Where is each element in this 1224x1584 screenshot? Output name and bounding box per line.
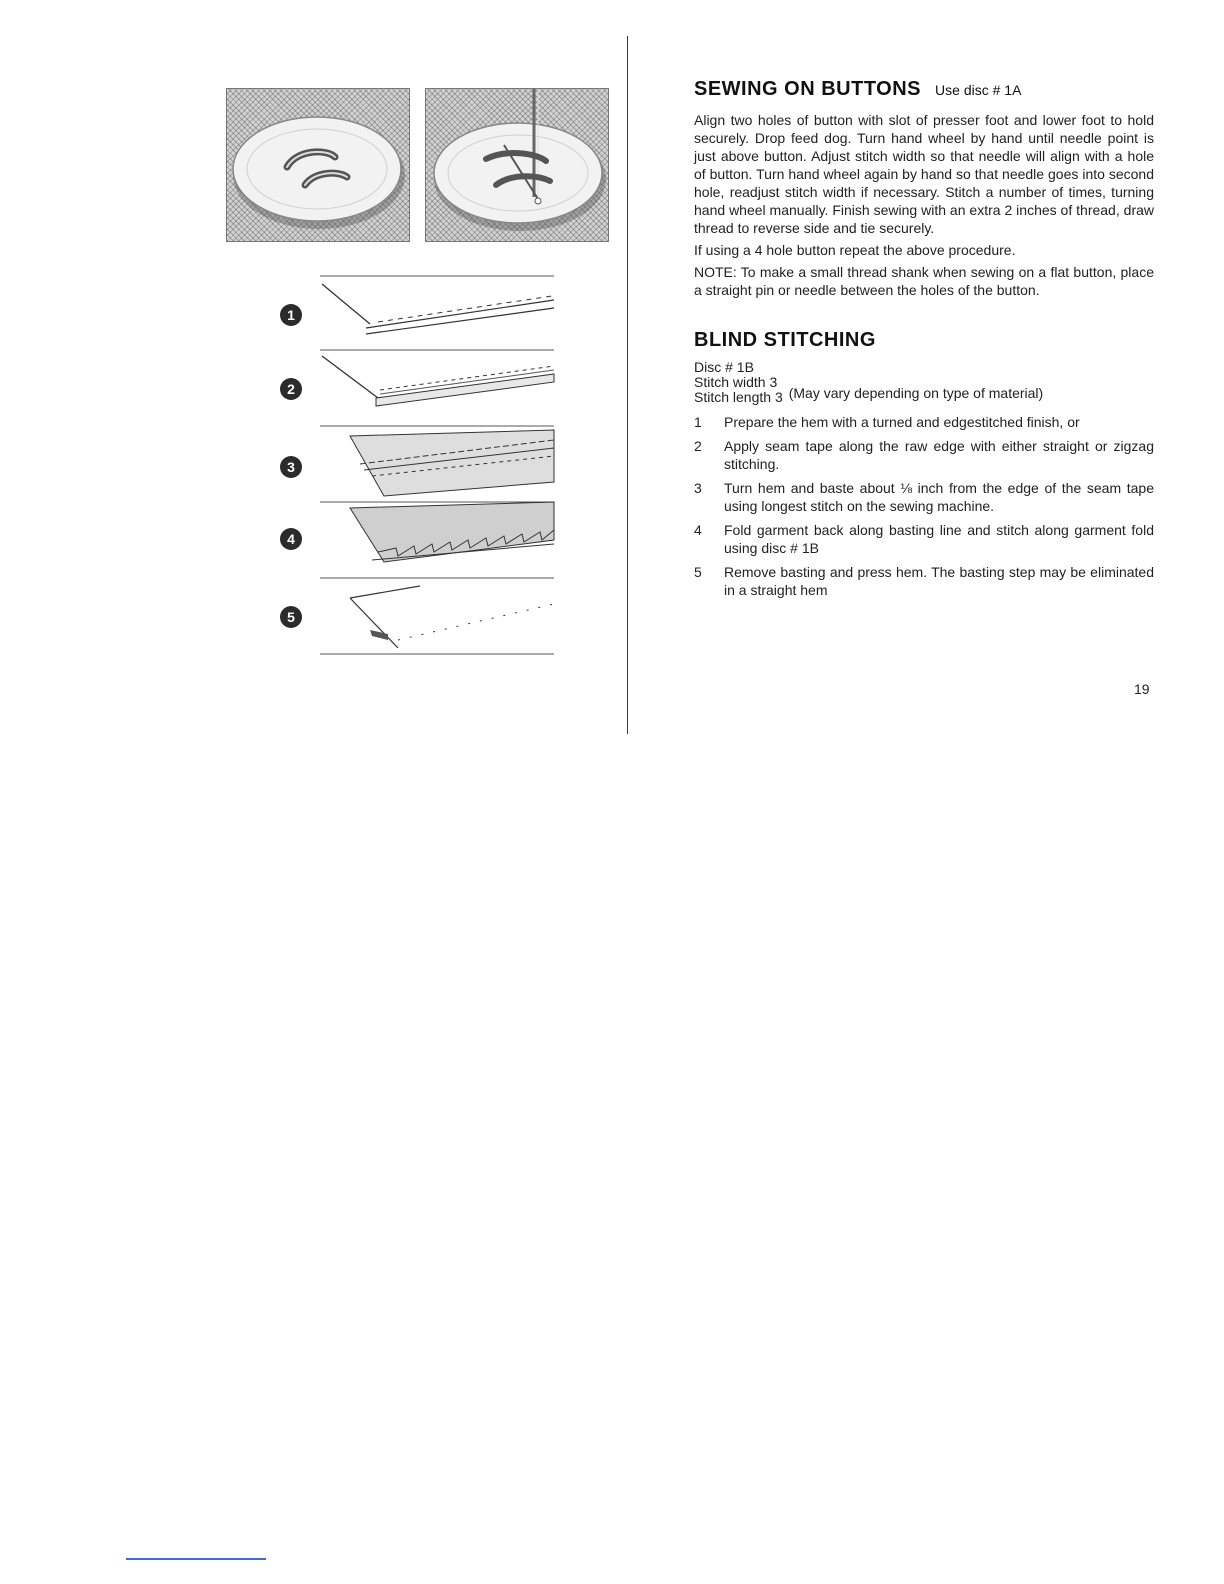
list-item: 2 Apply seam tape along the raw edge with either straight or zigzag stitching. bbox=[694, 438, 1154, 472]
hem-diagram-1 bbox=[280, 274, 560, 344]
disc-setting: Disc # 1B bbox=[694, 359, 754, 375]
blind-stitching-title: BLIND STITCHING bbox=[694, 329, 876, 351]
list-item: 1 Prepare the hem with a turned and edgestitched finish, or bbox=[694, 414, 1080, 430]
stitch-width-setting: Stitch width 3 bbox=[694, 374, 778, 390]
list-item: 3 Turn hem and baste about ⅛ inch from the edge of the seam tape using longest stitch on the sewing machine. bbox=[694, 480, 1154, 514]
sewing-buttons-heading bbox=[694, 78, 1154, 101]
hem-diagram-2 bbox=[280, 348, 560, 418]
button-photo-right bbox=[425, 88, 609, 242]
sewing-buttons-note: NOTE: To make a small thread shank when sewing on a flat button, place a straight pin or needle between the holes of the button. bbox=[694, 264, 1154, 298]
hem-label-5: 5 bbox=[280, 606, 302, 628]
list-item: 4 Fold garment back along basting line and stitch along garment fold using disc # 1B bbox=[694, 522, 1154, 556]
blind-stitching-section bbox=[694, 329, 1154, 599]
sewing-buttons-section bbox=[694, 78, 1154, 299]
list-item: 5 Remove basting and press hem. The basting step may be eliminated in a straight hem bbox=[694, 564, 1154, 598]
hem-diagram-5 bbox=[280, 576, 560, 658]
button-photo-left bbox=[226, 88, 410, 242]
hem-diagram-3 bbox=[280, 424, 560, 498]
hem-label-4: 4 bbox=[280, 528, 302, 550]
column-divider bbox=[627, 36, 628, 734]
hem-label-3: 3 bbox=[280, 456, 302, 478]
page-number: 19 bbox=[1134, 681, 1150, 697]
stitch-settings bbox=[694, 360, 1154, 405]
settings-note: (May vary depending on type of material) bbox=[788, 384, 1044, 401]
stitch-length-setting: Stitch length 3 bbox=[694, 389, 783, 405]
hem-label-2: 2 bbox=[280, 378, 302, 400]
sewing-buttons-paragraph-1: Align two holes of button with slot of presser foot and lower foot to hold securely. Drop feed dog. Turn hand wheel by hand until needle point is just above button. Adjust stitch width so that needle will align with a hole of button. Turn hand wheel again by hand so that needle goes into second hole, readjust stitch width if necessary. Stitch a number of times, turning hand wheel manually. Finish sewing with an extra 2 inches of thread, draw thread to reverse side and tie securely. bbox=[694, 112, 1154, 236]
sewing-buttons-title: SEWING ON BUTTONS bbox=[694, 78, 922, 100]
sewing-buttons-paragraph-2: If using a 4 hole button repeat the above procedure. bbox=[694, 242, 1016, 258]
hem-label-1: 1 bbox=[280, 304, 302, 326]
hem-diagram-4 bbox=[280, 500, 560, 570]
instructions-column bbox=[694, 78, 1154, 605]
blind-stitching-steps bbox=[694, 413, 1154, 599]
disc-note: Use disc # 1A bbox=[935, 82, 1022, 98]
footer-rule bbox=[126, 1558, 266, 1560]
